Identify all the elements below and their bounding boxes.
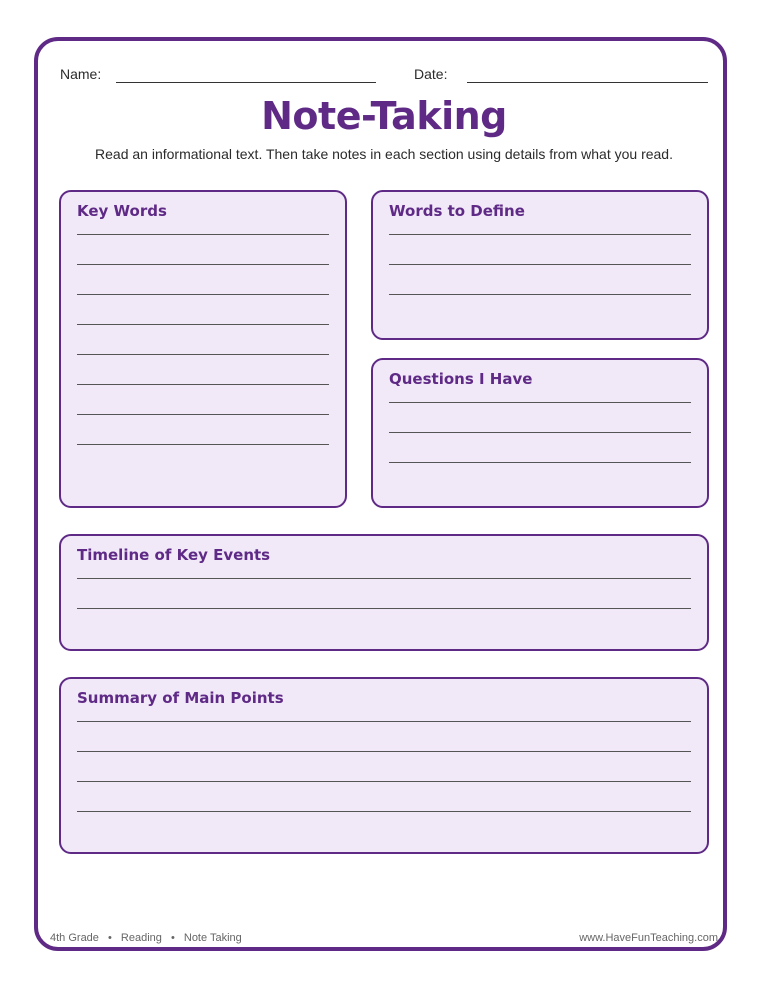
writing-line[interactable] (77, 294, 329, 295)
writing-line[interactable] (77, 811, 691, 812)
footer-grade: 4th Grade (50, 932, 99, 944)
writing-line[interactable] (77, 781, 691, 782)
words-to-define-title: Words to Define (389, 202, 525, 220)
page-title: Note-Taking (261, 94, 507, 138)
separator-dot: • (107, 932, 112, 944)
writing-line[interactable] (77, 578, 691, 579)
writing-line[interactable] (77, 721, 691, 722)
questions-title: Questions I Have (389, 370, 533, 388)
writing-line[interactable] (77, 264, 329, 265)
separator-dot: • (170, 932, 175, 944)
writing-line[interactable] (77, 444, 329, 445)
writing-line[interactable] (77, 414, 329, 415)
writing-line[interactable] (389, 234, 691, 235)
footer-topic: Note Taking (183, 932, 242, 944)
summary-box (59, 677, 709, 854)
writing-line[interactable] (389, 264, 691, 265)
footer-website[interactable]: www.HaveFunTeaching.com (579, 932, 718, 944)
words-to-define-box (371, 190, 709, 340)
date-label: Date: (414, 66, 448, 82)
questions-box (371, 358, 709, 508)
key-words-title: Key Words (77, 202, 167, 220)
writing-line[interactable] (389, 294, 691, 295)
writing-line[interactable] (77, 354, 329, 355)
summary-title: Summary of Main Points (77, 689, 284, 707)
writing-line[interactable] (389, 402, 691, 403)
timeline-box (59, 534, 709, 651)
name-field[interactable] (116, 82, 376, 83)
footer-breadcrumb (50, 932, 242, 944)
writing-line[interactable] (77, 384, 329, 385)
writing-line[interactable] (77, 751, 691, 752)
footer-subject: Reading (120, 932, 162, 944)
date-field[interactable] (467, 82, 708, 83)
writing-line[interactable] (77, 324, 329, 325)
writing-line[interactable] (389, 462, 691, 463)
writing-line[interactable] (77, 234, 329, 235)
timeline-title: Timeline of Key Events (77, 546, 271, 564)
writing-line[interactable] (389, 432, 691, 433)
instructions: Read an informational text. Then take notes in each section using details from what you read. (95, 146, 673, 162)
key-words-box (59, 190, 347, 508)
name-label: Name: (60, 66, 102, 82)
writing-line[interactable] (77, 608, 691, 609)
